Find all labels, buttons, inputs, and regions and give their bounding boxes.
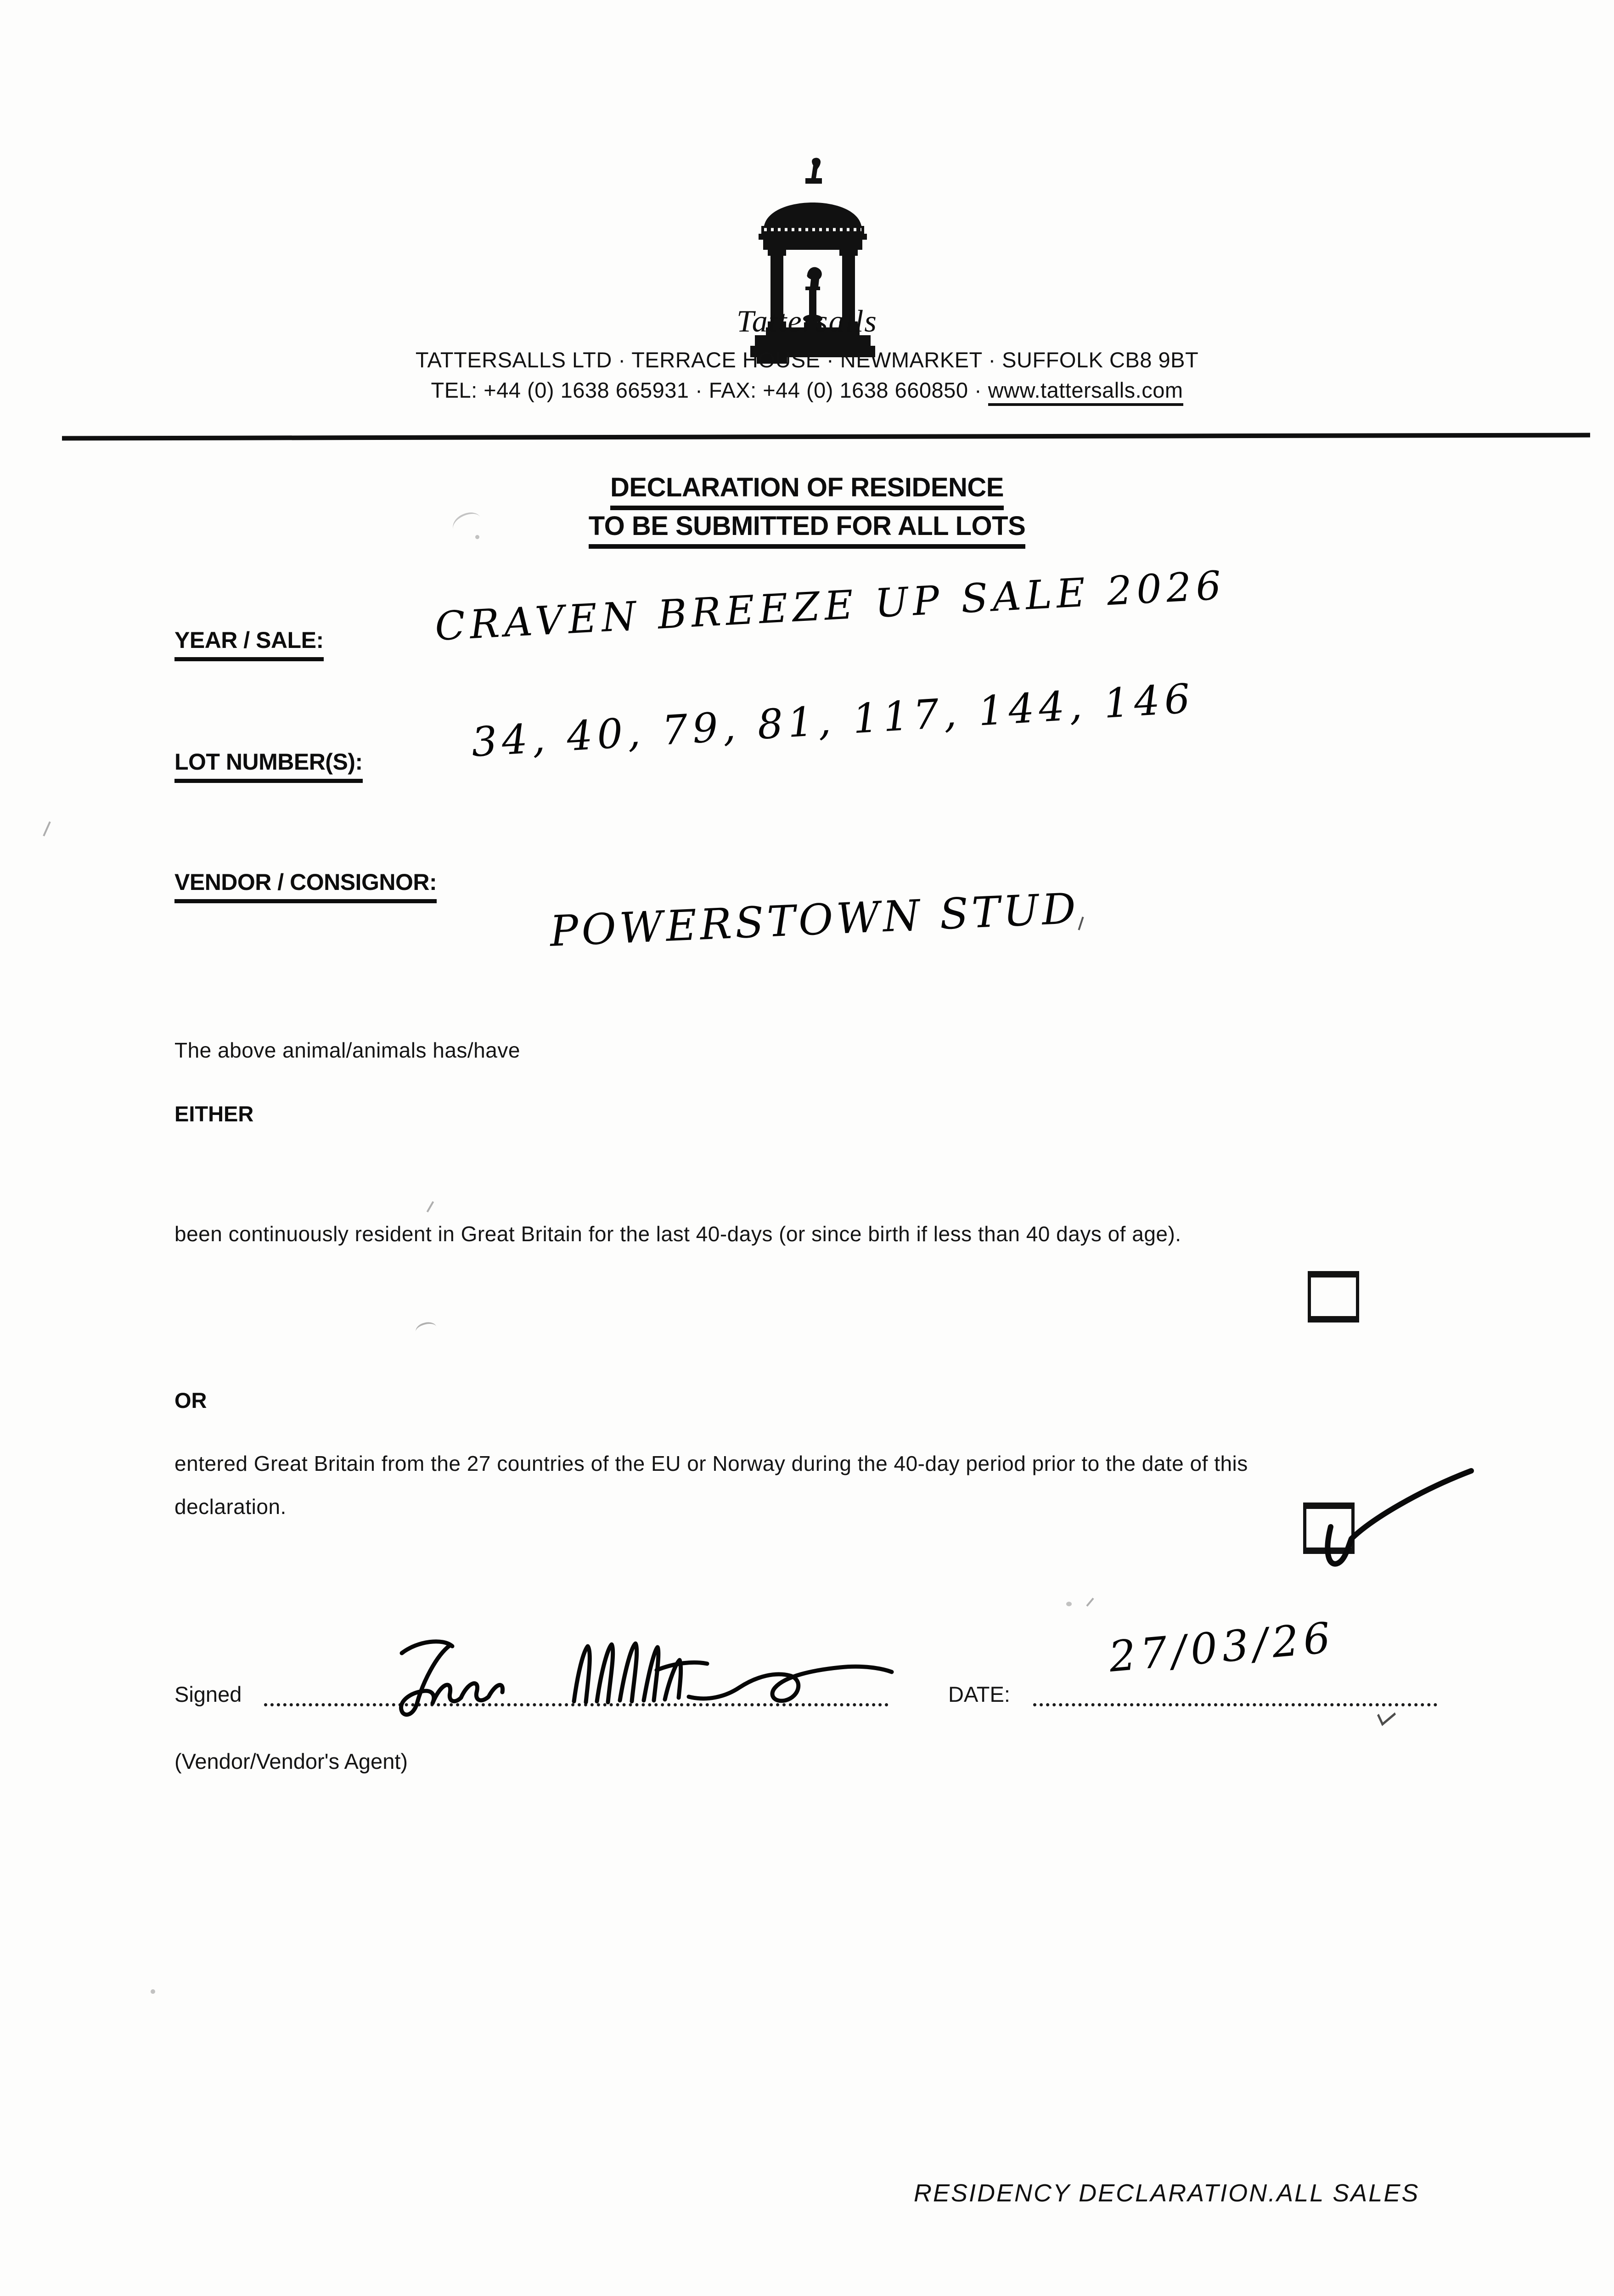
company-address-line: TATTERSALLS LTD · TERRACE HOUSE · NEWMARKET · SUFFOLK CB8 9BT	[415, 348, 1199, 372]
scan-artifact	[43, 822, 51, 837]
scan-artifact	[1086, 1598, 1094, 1606]
scan-artifact	[151, 1989, 155, 1994]
scan-artifact	[1066, 1602, 1072, 1606]
form-title-line2: TO BE SUBMITTED FOR ALL LOTS	[0, 511, 1614, 549]
lot-numbers-field	[174, 748, 363, 783]
company-contact-line	[0, 377, 1614, 403]
lot-numbers-label: LOT NUMBER(S):	[174, 748, 363, 783]
option2-text: entered Great Britain from the 27 countries of the EU or Norway during the 40-day period prior to the date of this declaration.	[174, 1452, 1248, 1519]
signature-scrawl	[358, 1628, 914, 1722]
option2-tick-mark	[1291, 1453, 1489, 1591]
year-sale-handwritten-value: CRAVEN BREEZE UP SALE 2026	[433, 562, 1227, 650]
scan-artifact	[414, 1320, 438, 1339]
either-label: EITHER	[174, 1102, 254, 1126]
option1-text: been continuously resident in Great Britain for the last 40-days (or since birth if less than 40 days of age).	[174, 1222, 1181, 1246]
vendor-consignor-label: VENDOR / CONSIGNOR:	[174, 869, 437, 903]
date-line	[1033, 1703, 1437, 1706]
year-sale-label: YEAR / SALE:	[174, 627, 324, 661]
option1-checkbox[interactable]	[1308, 1271, 1359, 1322]
date-label: DATE:	[948, 1682, 1010, 1706]
form-title-line1: DECLARATION OF RESIDENCE	[0, 472, 1614, 510]
website-link[interactable]: www.tattersalls.com	[988, 378, 1183, 406]
declaration-intro: The above animal/animals has/have	[174, 1038, 520, 1062]
footer-reference: RESIDENCY DECLARATION.ALL SALES	[914, 2179, 1420, 2207]
header-divider	[62, 433, 1590, 441]
signed-label: Signed	[174, 1682, 242, 1706]
scan-artifact	[1377, 1704, 1396, 1726]
vendor-consignor-field	[174, 869, 437, 903]
or-label: OR	[174, 1388, 207, 1412]
vendor-agent-note: (Vendor/Vendor's Agent)	[174, 1749, 408, 1773]
brand-wordmark: Tattersalls	[737, 304, 877, 338]
scan-artifact	[427, 1201, 434, 1213]
vendor-handwritten-value: POWERSTOWN STUD	[549, 884, 1080, 956]
lot-numbers-handwritten-value: 34, 40, 79, 81, 117, 144, 146	[470, 674, 1196, 766]
year-sale-field	[174, 627, 324, 661]
contact-text: TEL: +44 (0) 1638 665931 · FAX: +44 (0) 1638 660850 ·	[431, 378, 988, 402]
date-handwritten-value: 27/03/26	[1107, 1613, 1337, 1682]
